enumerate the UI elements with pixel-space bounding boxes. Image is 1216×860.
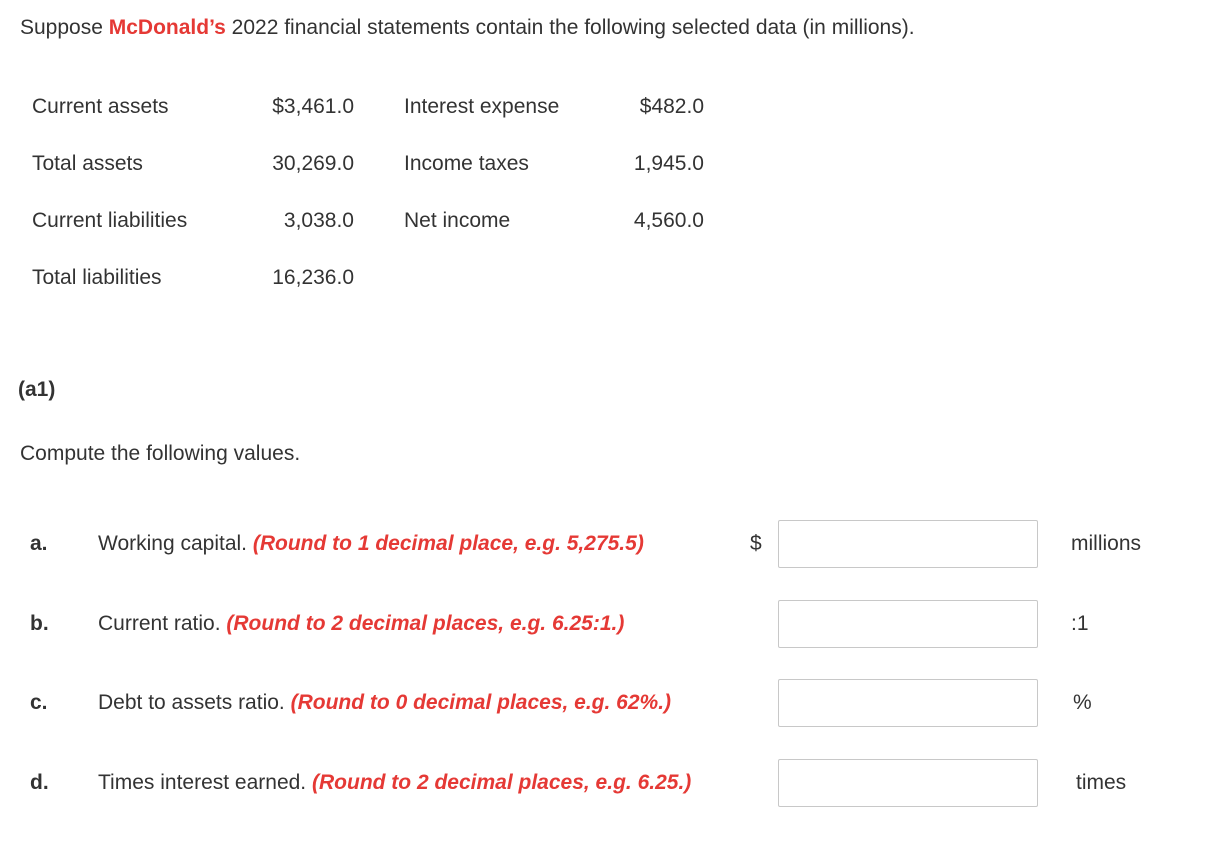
intro-suffix: 2022 financial statements contain the following selected data (in millions). [225, 16, 915, 39]
dollar-sign: $ [750, 532, 762, 555]
value-total-assets: 30,269.0 [272, 152, 354, 175]
value-current-assets: $3,461.0 [272, 95, 354, 118]
question-letter: a. [30, 532, 48, 555]
question-text [98, 532, 644, 556]
question-label: Debt to assets ratio. [98, 691, 285, 714]
current-ratio-input[interactable] [778, 600, 1038, 648]
question-text [98, 771, 691, 795]
question-hint: (Round to 2 decimal places, e.g. 6.25:1.) [226, 612, 625, 635]
company-name: McDonald’s [108, 16, 226, 39]
value-total-liabilities: 16,236.0 [272, 266, 354, 289]
label-total-assets: Total assets [32, 152, 143, 175]
question-hint: (Round to 1 decimal place, e.g. 5,275.5) [252, 532, 644, 555]
label-current-assets: Current assets [32, 95, 169, 118]
question-label: Times interest earned. [98, 771, 307, 794]
question-hint: (Round to 2 decimal places, e.g. 6.25.) [312, 771, 692, 794]
value-interest-expense: $482.0 [639, 95, 704, 118]
intro-prefix: Suppose [20, 16, 109, 39]
times-interest-earned-input[interactable] [778, 759, 1038, 807]
label-total-liabilities: Total liabilities [32, 266, 162, 289]
unit-label: times [1076, 771, 1127, 794]
question-label: Current ratio. [98, 612, 221, 635]
question-letter: c. [30, 691, 48, 714]
unit-label: millions [1071, 532, 1142, 555]
question-letter: d. [30, 771, 49, 794]
question-hint: (Round to 0 decimal places, e.g. 62%.) [290, 691, 672, 714]
unit-label: % [1073, 691, 1092, 714]
working-capital-input[interactable] [778, 520, 1038, 568]
value-current-liabilities: 3,038.0 [283, 209, 354, 232]
label-income-taxes: Income taxes [404, 152, 529, 175]
intro-text [20, 16, 915, 40]
label-interest-expense: Interest expense [404, 95, 560, 118]
value-net-income: 4,560.0 [633, 209, 704, 232]
question-label: Working capital. [98, 532, 248, 555]
section-label: (a1) [18, 378, 56, 401]
instruction-text: Compute the following values. [20, 442, 301, 465]
value-income-taxes: 1,945.0 [633, 152, 704, 175]
label-current-liabilities: Current liabilities [32, 209, 188, 232]
question-text [98, 691, 671, 715]
question-text [98, 612, 624, 636]
debt-to-assets-input[interactable] [778, 679, 1038, 727]
unit-label: :1 [1071, 612, 1089, 635]
question-letter: b. [30, 612, 49, 635]
label-net-income: Net income [404, 209, 511, 232]
